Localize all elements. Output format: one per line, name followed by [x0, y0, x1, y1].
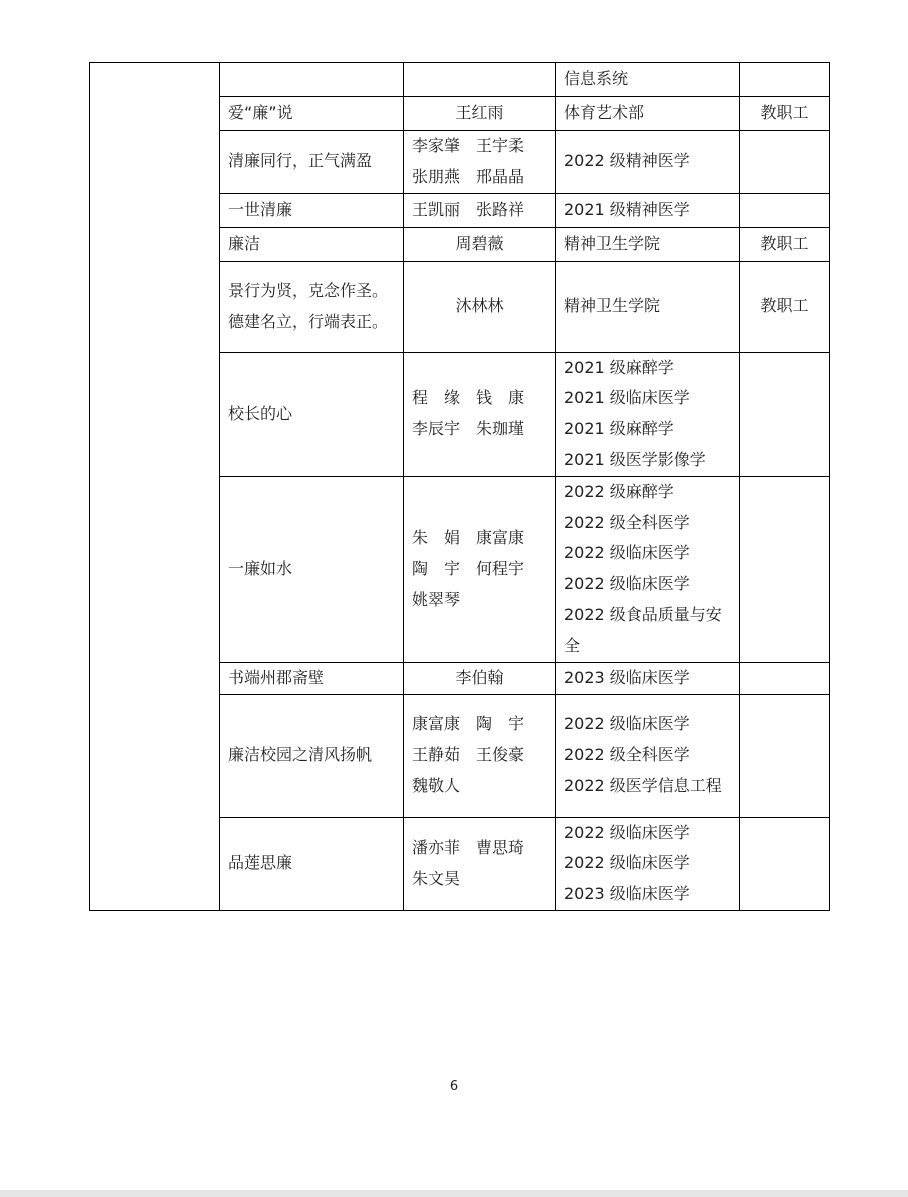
work-title-cell [220, 193, 404, 227]
major-cell [556, 662, 740, 694]
authors-cell [404, 193, 556, 227]
role-label: 教职工 [760, 233, 809, 253]
author-line: 康富康 陶 宇 [412, 714, 525, 734]
major-line: 精神卫生学院 [564, 233, 661, 253]
major-line: 2022 级精神医学 [564, 151, 690, 171]
major-cell [556, 352, 740, 476]
authors-cell [404, 662, 556, 694]
major-cell [556, 694, 740, 817]
work-title-cell [220, 131, 404, 194]
major-line: 2022 级临床医学 [564, 853, 690, 873]
author-line: 陶 宇 何程宇 [412, 558, 525, 578]
author-line: 周碧薇 [455, 233, 504, 253]
work-title-cell [220, 817, 404, 910]
role-cell [740, 227, 830, 261]
role-cell [740, 193, 830, 227]
major-cell [556, 131, 740, 194]
role-cell [740, 817, 830, 910]
major-line: 2021 级医学影像学 [564, 449, 706, 469]
works-table-body [90, 63, 830, 911]
authors-cell [404, 817, 556, 910]
category-cell [90, 63, 220, 911]
major-line: 2021 级麻醉学 [564, 419, 674, 439]
authors-cell [404, 352, 556, 476]
author-line: 朱文昊 [412, 868, 461, 888]
major-line: 体育艺术部 [564, 103, 645, 123]
works-table [89, 62, 830, 911]
author-line: 张朋燕 邢晶晶 [412, 166, 525, 186]
major-line: 2023 级临床医学 [564, 667, 690, 687]
major-line: 2022 级麻醉学 [564, 481, 674, 501]
page-number: 6 [449, 1079, 459, 1094]
work-title-cell [220, 694, 404, 817]
author-line: 姚翠琴 [412, 589, 461, 609]
major-cell [556, 97, 740, 131]
authors-cell [404, 131, 556, 194]
work-title-cell [220, 261, 404, 352]
major-line: 2022 级医学信息工程 [564, 775, 722, 795]
author-line: 王红雨 [455, 103, 504, 123]
work-title: 爱“廉”说 [228, 103, 293, 123]
author-line: 朱 娟 康富康 [412, 527, 525, 547]
role-label: 教职工 [760, 103, 809, 123]
work-title: 清廉同行，正气满盈 [228, 151, 373, 171]
table-row [90, 63, 830, 97]
major-cell [556, 817, 740, 910]
authors-cell [404, 694, 556, 817]
major-line: 2022 级全科医学 [564, 512, 690, 532]
author-line: 李家肇 王宇柔 [412, 136, 525, 155]
authors-cell [404, 476, 556, 662]
authors-cell [404, 227, 556, 261]
major-line: 2021 级临床医学 [564, 388, 690, 408]
major-cell [556, 227, 740, 261]
author-line: 潘亦菲 曹思琦 [412, 837, 525, 857]
major-cell [556, 476, 740, 662]
work-title-cell [220, 352, 404, 476]
major-line: 2023 级临床医学 [564, 884, 690, 904]
authors-cell [404, 97, 556, 131]
work-title-cell [220, 97, 404, 131]
role-cell [740, 662, 830, 694]
authors-cell [404, 63, 556, 97]
role-cell [740, 63, 830, 97]
major-line: 精神卫生学院 [564, 296, 661, 316]
role-cell [740, 694, 830, 817]
work-title: 校长的心 [228, 403, 293, 423]
work-title-cell [220, 662, 404, 694]
work-title-cell [220, 227, 404, 261]
major-line: 2022 级全科医学 [564, 745, 690, 765]
author-line: 李伯翰 [455, 667, 504, 687]
work-title: 廉洁 [228, 233, 261, 253]
major-line: 2021 级麻醉学 [564, 357, 674, 377]
work-title: 一廉如水 [228, 558, 293, 578]
author-line: 程 缘 钱 康 [412, 388, 525, 408]
major-line: 2021 级精神医学 [564, 199, 690, 219]
work-title-cell [220, 476, 404, 662]
work-title: 品莲思廉 [228, 853, 293, 873]
author-line: 魏敬人 [412, 775, 461, 795]
role-cell [740, 261, 830, 352]
role-label: 教职工 [760, 296, 809, 316]
major-line: 2022 级临床医学 [564, 574, 690, 594]
work-title: 廉洁校园之清风扬帆 [228, 745, 373, 765]
authors-cell [404, 261, 556, 352]
viewer-bottom-edge [0, 1190, 908, 1197]
major-cell [556, 261, 740, 352]
role-cell [740, 97, 830, 131]
author-line: 李辰宇 朱珈瑾 [412, 419, 525, 439]
work-title: 景行为贤，克念作圣。德建名立，行端表正。 [228, 280, 389, 331]
major-line: 2022 级临床医学 [564, 543, 690, 563]
major-line: 2022 级临床医学 [564, 822, 690, 842]
work-title: 一世清廉 [228, 199, 293, 219]
major-cell [556, 193, 740, 227]
major-cell [556, 63, 740, 97]
major-line: 2022 级食品质量与安全 [564, 604, 722, 655]
author-line: 沐林林 [455, 296, 504, 316]
author-line: 王静茹 王俊豪 [412, 745, 525, 765]
role-cell [740, 352, 830, 476]
major-line: 2022 级临床医学 [564, 714, 690, 734]
author-line: 王凯丽 张路祥 [412, 199, 525, 219]
work-title: 书端州郡斋壁 [228, 667, 325, 687]
major-line: 信息系统 [564, 69, 629, 89]
role-cell [740, 131, 830, 194]
work-title-cell [220, 63, 404, 97]
role-cell [740, 476, 830, 662]
